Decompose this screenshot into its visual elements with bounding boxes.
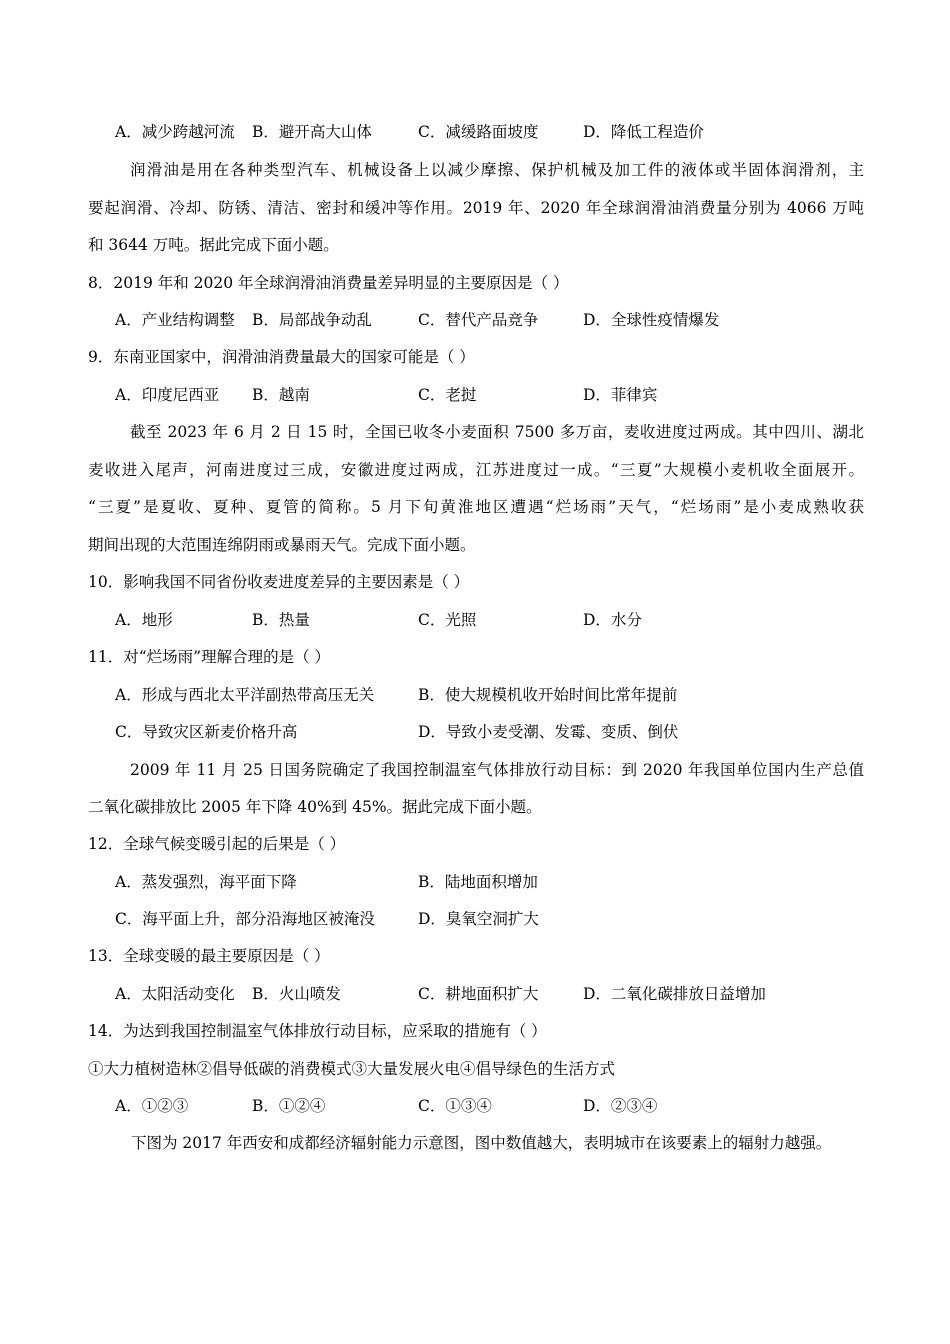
passage-lubricant-line-1: 润滑油是用在各种类型汽车、机械设备上以减少摩擦、保护机械及加工件的液体或半固体润滑剂，主: [130, 161, 864, 179]
q12-option-b: B．陆地面积增加: [418, 873, 538, 891]
q12-option-a: A．蒸发强烈，海平面下降: [115, 873, 297, 891]
passage-wheat-line-1: 截至 2023 年 6 月 2 日 15 时，全国已收冬小麦面积 7500 多万亩，麦收进度过两成。其中四川、湖北: [130, 423, 864, 441]
q8-stem: 8．2019 年和 2020 年全球润滑油消费量差异明显的主要原因是（ ）: [88, 274, 569, 292]
q11-option-b: B．使大规模机收开始时间比常年提前: [418, 686, 678, 704]
q7-option-a: A．减少跨越河流: [115, 123, 235, 141]
q13-option-d: D．二氧化碳排放日益增加: [583, 985, 766, 1003]
q8-option-d: D．全球性疫情爆发: [583, 311, 720, 329]
q10-stem: 10．影响我国不同省份收麦进度差异的主要因素是（ ）: [88, 573, 470, 591]
q11-option-c: C．导致灾区新麦价格升高: [115, 723, 298, 741]
q7-option-c: C．减缓路面坡度: [418, 123, 539, 141]
q12-option-c: C．海平面上升，部分沿海地区被淹没: [115, 910, 375, 928]
q14-option-c: C．①③④: [418, 1097, 492, 1115]
q14-option-a: A．①②③: [115, 1097, 189, 1115]
q9-option-a: A．印度尼西亚: [115, 386, 220, 404]
q10-option-a: A．地形: [115, 611, 173, 629]
passage-wheat-line-4: 期间出现的大范围连绵阴雨或暴雨天气。完成下面小题。: [88, 536, 476, 554]
q13-stem: 13．全球变暖的最主要原因是（ ）: [88, 947, 330, 965]
passage-climate-line-2: 二氧化碳排放比 2005 年下降 40%到 45%。据此完成下面小题。: [88, 798, 542, 816]
q11-option-a: A．形成与西北太平洋副热带高压无关: [115, 686, 375, 704]
q8-option-c: C．替代产品竞争: [418, 311, 539, 329]
q13-option-a: A．太阳活动变化: [115, 985, 235, 1003]
q14-stem: 14．为达到我国控制温室气体排放行动目标，应采取的措施有（ ）: [88, 1022, 547, 1040]
q12-stem: 12．全球气候变暖引起的后果是（ ）: [88, 835, 346, 853]
q12-option-d: D．臭氧空洞扩大: [418, 910, 539, 928]
q14-option-b: B．①②④: [252, 1097, 326, 1115]
q14-option-d: D．②③④: [583, 1097, 658, 1115]
q13-option-b: B．火山喷发: [252, 985, 341, 1003]
q9-option-c: C．老挝: [418, 386, 477, 404]
passage-xian-line-1: 下图为 2017 年西安和成都经济辐射能力示意图，图中数值越大，表明城市在该要素上的辐射力越强。: [131, 1134, 832, 1152]
q14-statements: ①大力植树造林②倡导低碳的消费模式③大量发展火电④倡导绿色的生活方式: [88, 1060, 616, 1078]
q10-option-d: D．水分: [583, 611, 642, 629]
q11-stem: 11．对“烂场雨”理解合理的是（ ）: [88, 648, 330, 666]
passage-wheat-line-3: “三夏”是夏收、夏种、夏管的简称。5 月下旬黄淮地区遭遇“烂场雨”天气，“烂场雨”是小麦成熟收获: [88, 498, 864, 516]
passage-lubricant-line-2: 要起润滑、冷却、防锈、清洁、密封和缓冲等作用。2019 年、2020 年全球润滑油消费量分别为 4066 万吨: [88, 199, 864, 217]
passage-lubricant-line-3: 和 3644 万吨。据此完成下面小题。: [88, 236, 339, 254]
q9-stem: 9．东南亚国家中，润滑油消费量最大的国家可能是（ ）: [88, 348, 475, 366]
q7-option-d: D．降低工程造价: [583, 123, 704, 141]
q8-option-a: A．产业结构调整: [115, 311, 235, 329]
q8-option-b: B．局部战争动乱: [252, 311, 372, 329]
q11-option-d: D．导致小麦受潮、发霉、变质、倒伏: [418, 723, 679, 741]
q10-option-b: B．热量: [252, 611, 310, 629]
q9-option-d: D．菲律宾: [583, 386, 658, 404]
q9-option-b: B．越南: [252, 386, 310, 404]
passage-wheat-line-2: 麦收进入尾声，河南进度过三成，安徽进度过两成，江苏进度过一成。“三夏”大规模小麦机收全面展开。: [88, 461, 864, 479]
q7-option-b: B．避开高大山体: [252, 123, 372, 141]
q10-option-c: C．光照: [418, 611, 477, 629]
q13-option-c: C．耕地面积扩大: [418, 985, 539, 1003]
passage-climate-line-1: 2009 年 11 月 25 日国务院确定了我国控制温室气体排放行动目标：到 2020 年我国单位国内生产总值: [130, 761, 864, 779]
